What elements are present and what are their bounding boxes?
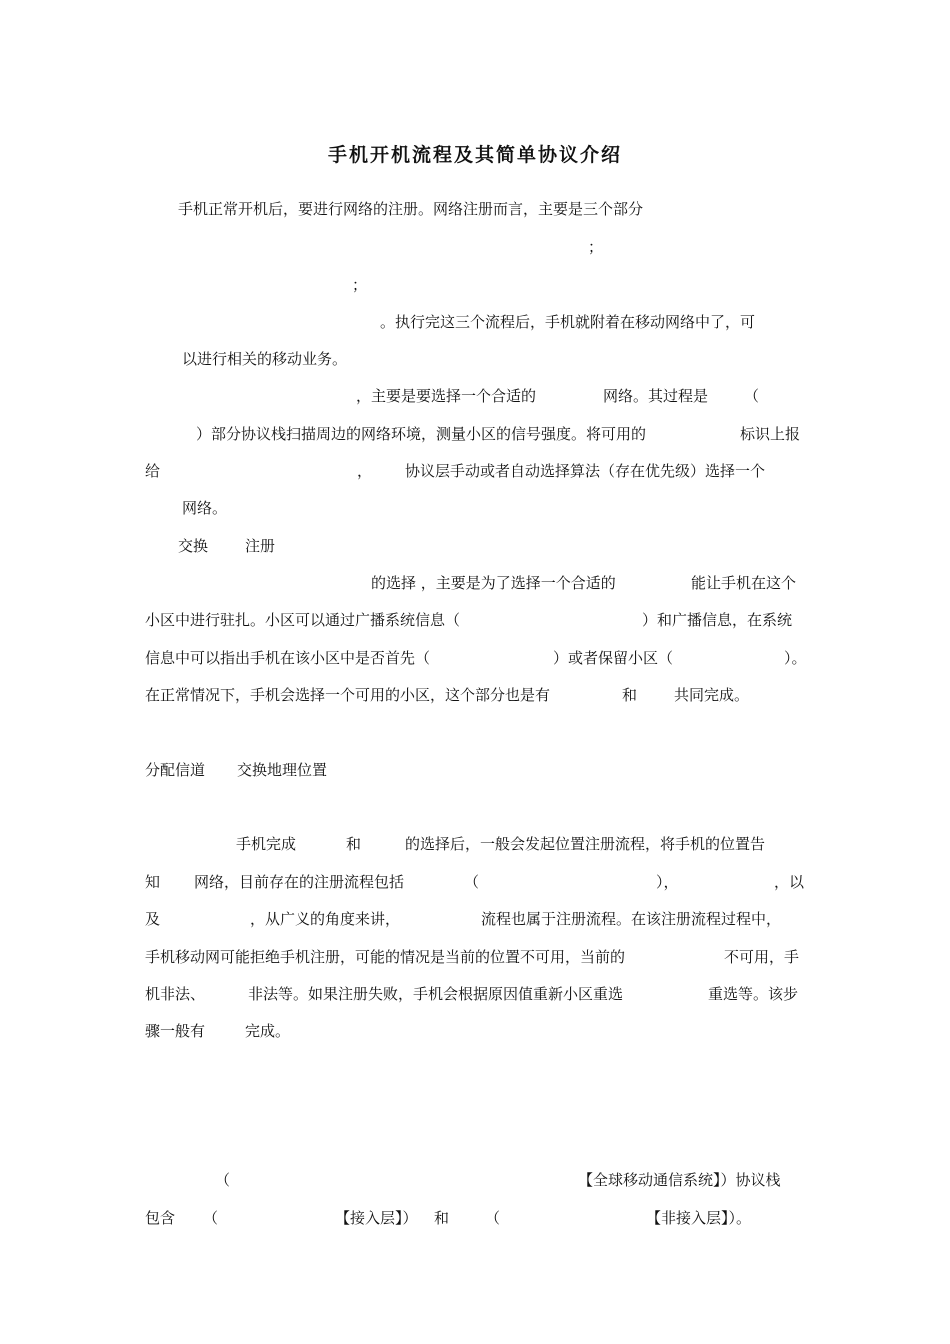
text-fragment: 给: [145, 462, 161, 480]
text-fragment: 交换: [178, 537, 209, 555]
text-fragment: ；: [352, 276, 368, 294]
text-fragment: 交换地理位置: [237, 761, 328, 779]
text-line: 手机正常开机后，要进行网络的注册。网络注册而言，主要是三个部分: [178, 200, 644, 218]
text-fragment: 协议层手动或者自动选择算法（存在优先级）选择一个: [405, 462, 766, 480]
text-fragment: 非法等。如果注册失败，手机会根据原因值重新小区重选: [248, 985, 624, 1003]
text-fragment: 和: [622, 686, 638, 704]
text-fragment: 骤一般有: [145, 1022, 206, 1040]
text-fragment: 完成。: [245, 1022, 291, 1040]
text-fragment: 不可用，手: [724, 948, 800, 966]
document-title: 手机开机流程及其简单协议介绍: [327, 144, 622, 166]
text-fragment: 机非法、: [145, 985, 206, 1003]
text-fragment: （: [485, 1209, 501, 1227]
text-line: 小区中进行驻扎。小区可以通过广播系统信息（: [145, 611, 461, 629]
text-fragment: 的选择后，一般会发起位置注册流程，将手机的位置告: [405, 835, 766, 853]
text-line: 网络。: [182, 499, 228, 517]
text-fragment: 网络。其过程是: [603, 387, 709, 405]
text-fragment: 网络，目前存在的注册流程包括: [194, 873, 405, 891]
text-fragment: 及: [145, 910, 161, 928]
text-fragment: 分配信道: [145, 761, 206, 779]
text-line: 在正常情况下，手机会选择一个可用的小区，这个部分也是有: [145, 686, 551, 704]
text-fragment: 知: [145, 873, 161, 891]
text-fragment: ），: [656, 873, 679, 891]
text-fragment: 【全球移动通信系统】）协议栈: [578, 1171, 781, 1189]
text-line: 。执行完这三个流程后，手机就附着在移动网络中了，可: [380, 313, 756, 331]
text-fragment: ；: [588, 238, 604, 256]
text-line: 以进行相关的移动业务。: [182, 350, 348, 368]
text-fragment: 和: [434, 1209, 450, 1227]
text-fragment: （: [203, 1209, 219, 1227]
text-fragment: ，主要是要选择一个合适的: [356, 387, 537, 405]
text-fragment: 重选等。该步: [708, 985, 799, 1003]
text-fragment: （: [215, 1171, 231, 1189]
text-fragment: ）和广播信息，在系统: [642, 611, 793, 629]
text-fragment: 【非接入层】）。: [646, 1209, 752, 1227]
text-fragment: 能让手机在这个: [691, 574, 797, 592]
text-fragment: 共同完成。: [674, 686, 750, 704]
text-fragment: 手机完成: [236, 835, 297, 853]
text-line: 手机移动网可能拒绝手机注册，可能的情况是当前的位置不可用，当前的: [145, 948, 626, 966]
text-fragment: 的选择 ，主要是为了选择一个合适的: [371, 574, 616, 592]
text-fragment: ）或者保留小区（: [553, 649, 674, 667]
text-fragment: ，从广义的角度来讲，: [250, 910, 401, 928]
text-fragment: ）。: [784, 649, 807, 667]
text-fragment: 和: [346, 835, 362, 853]
text-fragment: （: [464, 873, 480, 891]
text-line: ）部分协议栈扫描周边的网络环境，测量小区的信号强度。将可用的: [196, 425, 647, 443]
text-fragment: ，以: [774, 873, 805, 891]
text-fragment: 【接入层】）: [335, 1209, 418, 1227]
text-fragment: 注册: [245, 537, 276, 555]
text-fragment: ，: [357, 462, 373, 480]
text-fragment: （: [744, 387, 760, 405]
text-fragment: 包含: [145, 1209, 176, 1227]
text-fragment: 流程也属于注册流程。在该注册流程过程中，: [481, 910, 782, 928]
text-fragment: 标识上报: [740, 425, 801, 443]
text-line: 信息中可以指出手机在该小区中是否首先（: [145, 649, 431, 667]
